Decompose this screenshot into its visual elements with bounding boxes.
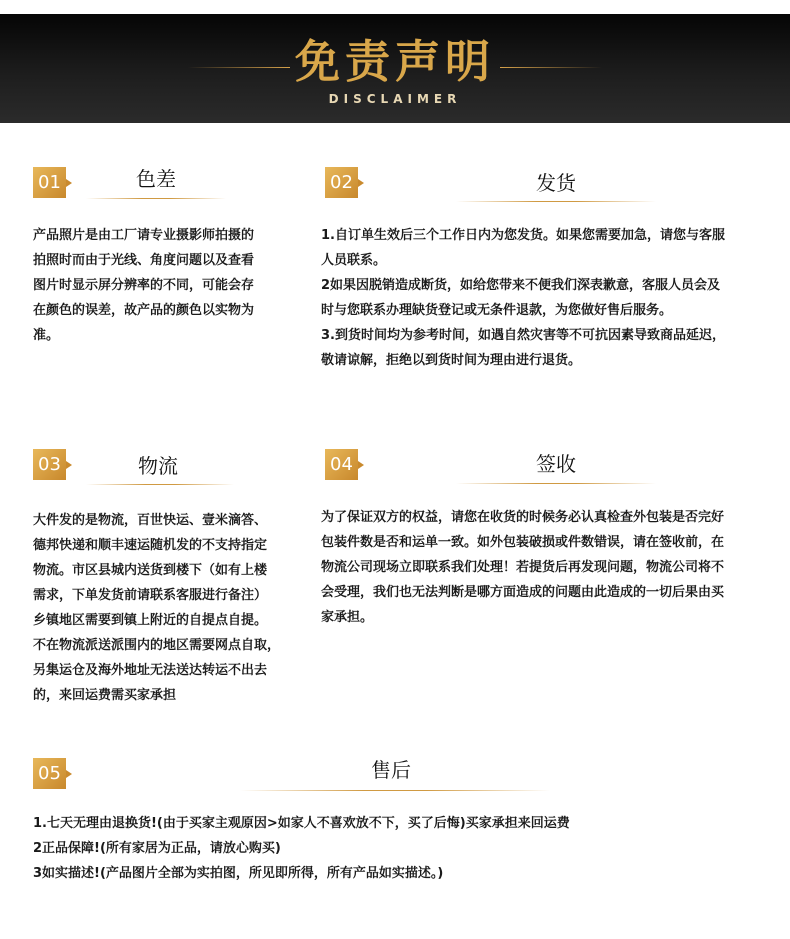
page-subtitle: DISCLAIMER xyxy=(328,92,462,106)
body-text-line: 产品照片是由工厂请专业摄影师拍摄的 xyxy=(33,228,255,243)
body-text-line: 在颜色的误差，故产品的颜色以实物为 xyxy=(33,303,255,318)
body-text-line: 3.到货时间均为参考时间，如遇自然灾害等不可抗因素导致商品延迟， xyxy=(321,328,725,343)
body-text-line: 物流。市区县城内送货到楼下（如有上楼 xyxy=(33,563,268,578)
body-text-line: 德邦快递和顺丰速运随机发的不支持指定 xyxy=(33,538,268,553)
section-number-05: 05 xyxy=(33,758,66,789)
section-title-underline xyxy=(240,790,550,791)
body-text-line: 时与您联系办理缺货登记或无条件退款，为您做好售后服务。 xyxy=(321,303,673,318)
section-title-shipping: 发货 xyxy=(536,171,576,195)
body-text-line: 人员联系。 xyxy=(321,253,387,268)
section-body-shipping xyxy=(321,223,725,373)
body-text-line: 2正品保障!(所有家居为正品，请放心购买) xyxy=(33,841,281,856)
section-body-logistics xyxy=(33,508,280,708)
section-title-underline xyxy=(456,201,656,202)
body-text-line: 为了保证双方的权益，请您在收货的时候务必认真检查外包装是否完好 xyxy=(321,510,725,525)
body-text-line: 3如实描述!(产品图片全部为实拍图，所见即所得，所有产品如实描述。) xyxy=(33,866,444,881)
body-text-line: 敬请谅解，拒绝以到货时间为理由进行退货。 xyxy=(321,353,582,368)
section-number-02: 02 xyxy=(325,167,358,198)
section-number-01: 01 xyxy=(33,167,66,198)
section-title-receipt: 签收 xyxy=(536,452,576,476)
body-text-line: 包装件数是否和运单一致。如外包装破损或件数错误，请在签收前，在 xyxy=(321,535,725,550)
body-text-line: 的，来回运费需买家承担 xyxy=(33,688,177,703)
section-title-underline xyxy=(86,484,234,485)
body-text-line: 2如果因脱销造成断货，如给您带来不便我们深表歉意，客服人员会及 xyxy=(321,278,721,293)
section-title-after-sales: 售后 xyxy=(371,758,411,782)
section-title-underline xyxy=(456,483,656,484)
section-body-receipt xyxy=(321,505,724,630)
body-text-line: 家承担。 xyxy=(321,610,374,625)
body-text-line: 会受理，我们也无法判断是哪方面造成的问题由此造成的一切后果由买 xyxy=(321,585,725,600)
section-title-logistics: 物流 xyxy=(138,454,178,478)
disclaimer-banner xyxy=(0,14,790,123)
body-text-line: 准。 xyxy=(33,328,60,343)
body-text-line: 拍照时而由于光线、角度问题以及查看 xyxy=(33,253,255,268)
body-text-line: 不在物流派送派围内的地区需要网点自取， xyxy=(33,638,281,653)
body-text-line: 1.自订单生效后三个工作日内为您发货。如果您需要加急，请您与客服 xyxy=(321,228,725,243)
section-title-underline xyxy=(86,198,226,199)
body-text-line: 1.七天无理由退换货!(由于买家主观原因>如家人不喜欢放不下，买了后悔)买家承担来回运费 xyxy=(33,816,570,831)
body-text-line: 需求，下单发货前请联系客服进行备注） xyxy=(33,588,268,603)
body-text-line: 物流公司现场立即联系我们处理！若提货后再发现问题，物流公司将不 xyxy=(321,560,725,575)
section-number-04: 04 xyxy=(325,449,358,480)
page-title: 免责声明 xyxy=(294,35,495,88)
body-text-line: 大件发的是物流，百世快运、壹米滴答、 xyxy=(33,513,268,528)
body-text-line: 另集运仓及海外地址无法送达转运不出去 xyxy=(33,663,268,678)
section-number-03: 03 xyxy=(33,449,66,480)
section-body-after-sales xyxy=(33,811,570,886)
section-title-color-difference: 色差 xyxy=(136,167,176,191)
body-text-line: 乡镇地区需要到镇上附近的自提点自提。 xyxy=(33,613,268,628)
section-body-color-difference xyxy=(33,223,254,348)
body-text-line: 图片时显示屏分辨率的不同，可能会存 xyxy=(33,278,255,293)
